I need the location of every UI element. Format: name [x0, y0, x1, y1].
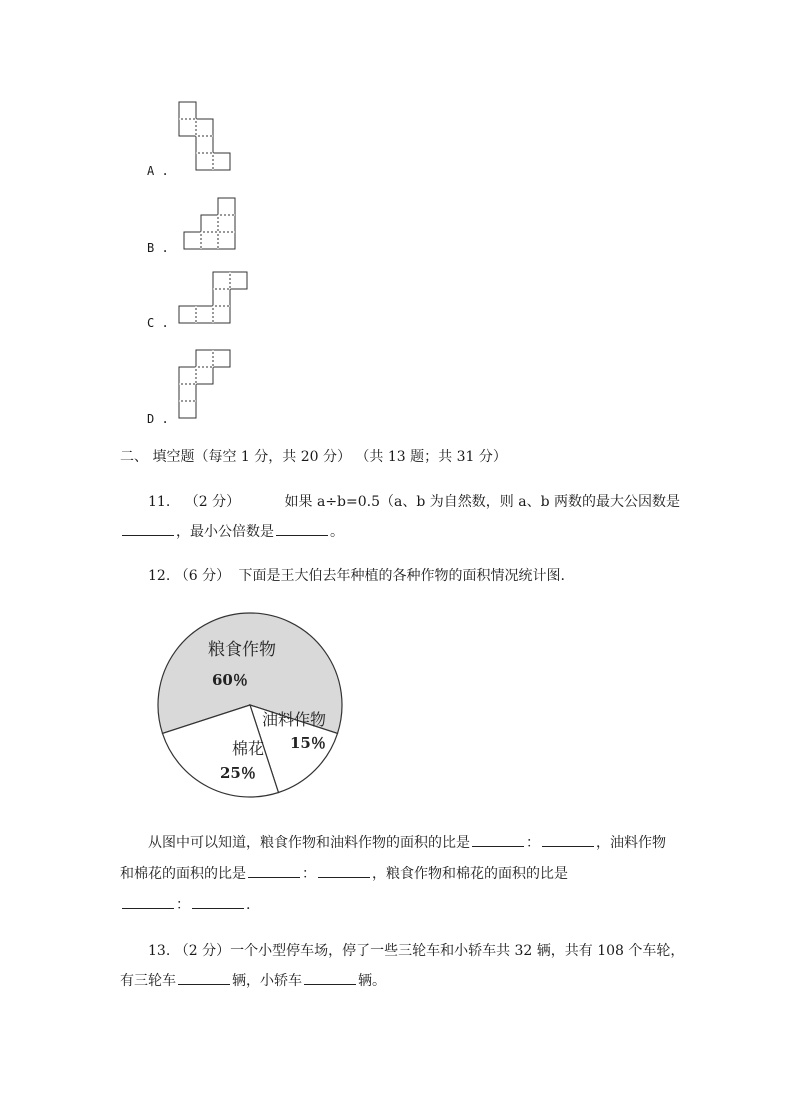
- option-d-figure: [170, 345, 240, 425]
- q12-blank-1[interactable]: [472, 834, 524, 847]
- q11-text2: ，最小公倍数是: [176, 524, 274, 540]
- pie-percent-grain: 60％: [212, 671, 248, 689]
- option-a-figure: [170, 96, 240, 176]
- q13-score: （2 分）: [174, 943, 231, 959]
- q11-score: （2 分）: [184, 494, 241, 510]
- q12-para2: [120, 865, 568, 883]
- q13-text1: 一个小型停车场，停了一些三轮车和小轿车共 32 辆，共有 108 个车轮，: [230, 943, 685, 959]
- q12-para2-c: ，粮食作物和棉花的面积的比是: [372, 866, 568, 882]
- q12-number: 12.: [148, 568, 171, 584]
- q11-line2: [120, 523, 344, 541]
- pie-percent-cotton: 25％: [220, 764, 256, 782]
- q13-text2-a: 有三轮车: [120, 973, 176, 989]
- q13-line1: [148, 942, 684, 960]
- option-b-figure: [175, 194, 245, 254]
- option-c-label: C .: [147, 316, 169, 330]
- q11-number: 11.: [148, 494, 171, 510]
- option-c-figure: [170, 268, 260, 330]
- q12-text: 下面是王大伯去年种植的各种作物的面积情况统计图.: [238, 568, 565, 584]
- q13-blank-car[interactable]: [304, 972, 356, 985]
- q11-text1: 如果 a÷b=0.5（a、b 为自然数，则 a、b 两数的最大公因数是: [284, 494, 680, 510]
- q12-blank-6[interactable]: [192, 896, 244, 909]
- q12-para1-b: ：: [526, 835, 540, 851]
- section-heading: 二、 填空题（每空 1 分，共 20 分） （共 13 题；共 31 分）: [120, 449, 507, 465]
- q11-blank-lcm[interactable]: [276, 523, 328, 536]
- q12-para1: [148, 834, 666, 852]
- pie-label-cotton: 棉花: [232, 739, 265, 758]
- q13-text2-b: 辆，小轿车: [232, 973, 302, 989]
- option-d-label: D .: [147, 412, 169, 426]
- option-a-label: A .: [147, 164, 169, 178]
- pie-percent-oil: 15％: [290, 734, 326, 752]
- q13-text2-c: 辆。: [358, 973, 386, 989]
- q13-number: 13.: [148, 943, 171, 959]
- q12-para1-c: ，油料作物: [596, 835, 666, 851]
- q13-line2: [120, 972, 386, 990]
- q12-blank-3[interactable]: [248, 865, 300, 878]
- q12-para3-b: ：: [176, 897, 190, 913]
- q13-blank-tricycle[interactable]: [178, 972, 230, 985]
- q12-para3: [120, 896, 250, 914]
- q12-para3-c: .: [246, 897, 251, 913]
- pie-chart: [150, 610, 350, 810]
- pie-label-oil: 油料作物: [262, 710, 327, 729]
- q12-para2-a: 和棉花的面积的比是: [120, 866, 246, 882]
- q11-text3: 。: [330, 524, 344, 540]
- q12-line1: [148, 567, 565, 585]
- q11-line1: [148, 493, 680, 511]
- option-b-label: B .: [147, 241, 169, 255]
- q12-para1-a: 从图中可以知道，粮食作物和油料作物的面积的比是: [148, 835, 470, 851]
- q12-para2-b: ：: [302, 866, 316, 882]
- q12-blank-5[interactable]: [122, 896, 174, 909]
- q11-blank-gcd[interactable]: [122, 523, 174, 536]
- q12-blank-4[interactable]: [318, 865, 370, 878]
- pie-label-grain: 粮食作物: [208, 640, 276, 660]
- q12-score: （6 分）: [174, 568, 231, 584]
- q12-blank-2[interactable]: [542, 834, 594, 847]
